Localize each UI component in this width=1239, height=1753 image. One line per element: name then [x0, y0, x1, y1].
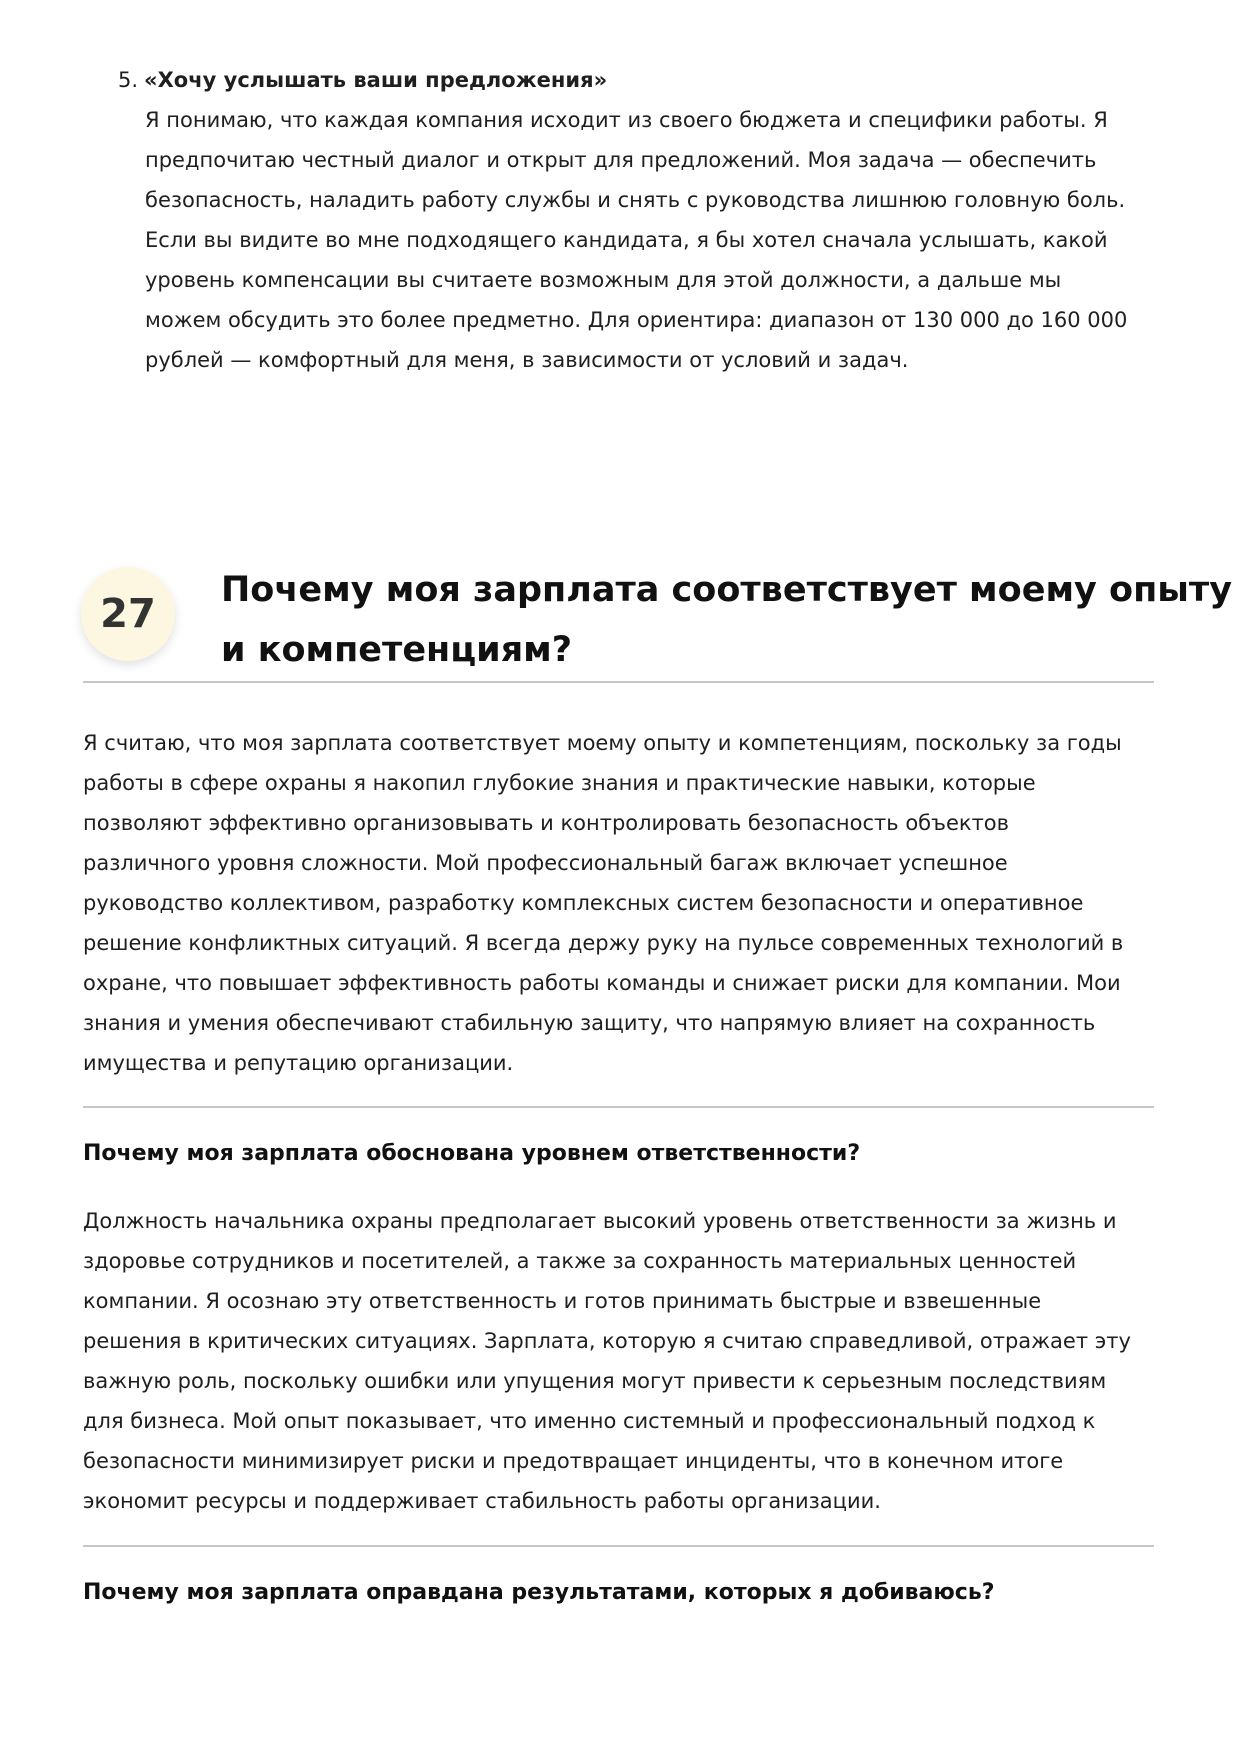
subheading-responsibility: Почему моя зарплата обоснована уровнем ответственности?: [83, 1141, 861, 1166]
section-number-badge: 27: [81, 567, 175, 661]
text-line: безопасности минимизирует риски и предотвращает инциденты, что в конечном итоге: [83, 1449, 1064, 1473]
list-item-heading: «Хочу услышать ваши предложения»: [144, 68, 608, 92]
section-paragraph: [83, 723, 1123, 1083]
text-line: для бизнеса. Мой опыт показывает, что именно системный и профессиональный подход к: [83, 1409, 1096, 1433]
subheading-results: Почему моя зарплата оправдана результатами, которых я добиваюсь?: [83, 1580, 995, 1605]
list-item-body: [145, 100, 1127, 380]
text-line: работы в сфере охраны я накопил глубокие знания и практические навыки, которые: [83, 771, 1036, 795]
text-line: решения в критических ситуациях. Зарплата, которую я считаю справедливой, отражает эту: [83, 1329, 1131, 1353]
text-line: решение конфликтных ситуаций. Я всегда держу руку на пульсе современных технологий в: [83, 931, 1124, 955]
text-line: уровень компенсации вы считаете возможным для этой должности, а дальше мы: [145, 268, 1062, 292]
responsibility-paragraph: [83, 1201, 1131, 1521]
list-item-5: [118, 62, 1127, 380]
text-line: экономит ресурсы и поддерживает стабильность работы организации.: [83, 1489, 881, 1513]
text-line: Я понимаю, что каждая компания исходит из своего бюджета и специфики работы. Я: [145, 108, 1108, 132]
list-item-number: 5.: [118, 68, 139, 92]
divider: [83, 1545, 1154, 1547]
divider: [83, 1106, 1154, 1108]
text-line: имущества и репутацию организации.: [83, 1051, 514, 1075]
text-line: безопасность, наладить работу службы и снять с руководства лишнюю головную боль.: [145, 188, 1126, 212]
text-line: предпочитаю честный диалог и открыт для предложений. Моя задача — обеспечить: [145, 148, 1097, 172]
section-title-line: Почему моя зарплата соответствует моему опыту: [221, 570, 1233, 610]
text-line: Если вы видите во мне подходящего кандидата, я бы хотел сначала услышать, какой: [145, 228, 1108, 252]
text-line: Должность начальника охраны предполагает высокий уровень ответственности за жизнь и: [83, 1209, 1117, 1233]
text-line: знания и умения обеспечивают стабильную защиту, что напрямую влияет на сохранность: [83, 1011, 1096, 1035]
divider: [83, 681, 1154, 683]
text-line: рублей — комфортный для меня, в зависимости от условий и задач.: [145, 348, 909, 372]
text-line: можем обсудить это более предметно. Для ориентира: диапазон от 130 000 до 160 000: [145, 308, 1128, 332]
section-title: [221, 560, 1232, 680]
text-line: охране, что повышает эффективность работы команды и снижает риски для компании. Мои: [83, 971, 1121, 995]
text-line: руководство коллективом, разработку комплексных систем безопасности и оперативное: [83, 891, 1084, 915]
text-line: позволяют эффективно организовывать и контролировать безопасность объектов: [83, 811, 1010, 835]
text-line: здоровье сотрудников и посетителей, а также за сохранность материальных ценностей: [83, 1249, 1077, 1273]
text-line: различного уровня сложности. Мой профессиональный багаж включает успешное: [83, 851, 1008, 875]
list-item-title: [118, 62, 1127, 98]
text-line: компании. Я осознаю эту ответственность и готов принимать быстрые и взвешенные: [83, 1289, 1042, 1313]
text-line: Я считаю, что моя зарплата соответствует моему опыту и компетенциям, поскольку за годы: [83, 731, 1122, 755]
text-line: важную роль, поскольку ошибки или упущения могут привести к серьезным последствиям: [83, 1369, 1107, 1393]
section-title-line: и компетенциям?: [221, 630, 573, 670]
